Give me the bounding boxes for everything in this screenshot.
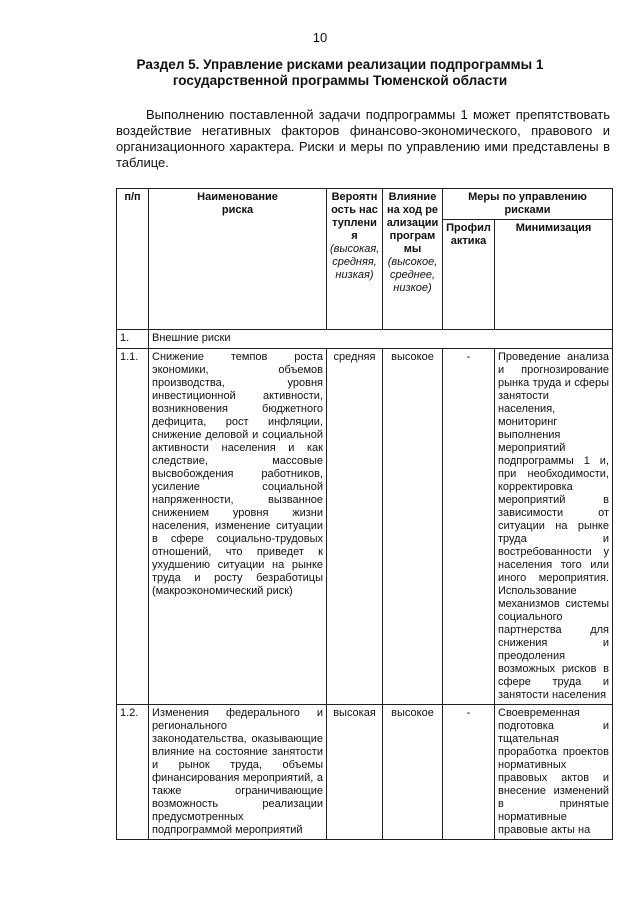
header-probability-scale: (высокая, средняя, низкая) bbox=[330, 243, 380, 281]
header-prophylaxis: Профилактика bbox=[443, 220, 495, 330]
header-influence bbox=[383, 189, 443, 330]
section-title bbox=[110, 57, 570, 89]
header-measures: Меры по управлению рисками bbox=[443, 189, 613, 220]
header-influence-scale: (высокое, среднее, низкое) bbox=[387, 256, 438, 294]
row-influence: высокое bbox=[383, 349, 443, 705]
group-num: 1. bbox=[117, 330, 149, 349]
table-group-row bbox=[117, 330, 613, 349]
header-num: п/п bbox=[117, 189, 149, 330]
row-prophylaxis: - bbox=[443, 349, 495, 705]
row-num: 1.1. bbox=[117, 349, 149, 705]
section-title-line-2: государственной программы Тюменской области bbox=[172, 73, 508, 88]
row-risk-name: Изменения федерального и регионального законодательства, оказывающие влияние на состояние занятости и рынок труда, объемы финансирования мероприятий, а также ограничивающие возможность реализации предусмотренных подпрограммой мероприятий bbox=[149, 705, 327, 840]
header-risk-name-line-2: риска bbox=[221, 204, 254, 216]
header-influence-label: Влияние на ход реализации программы bbox=[386, 191, 439, 255]
row-prophylaxis: - bbox=[443, 705, 495, 840]
header-risk-name-line-1: Наименование bbox=[197, 191, 278, 203]
section-title-line-1: Раздел 5. Управление рисками реализации подпрограммы 1 bbox=[136, 57, 544, 72]
header-probability bbox=[327, 189, 383, 330]
intro-text: Выполнению поставленной задачи подпрограммы 1 может препятствовать воздействие негативных факторов финансово-экономического, правового и организационного характера. Риски и меры по управлению ими представлены в таблице. bbox=[116, 107, 610, 170]
row-probability: средняя bbox=[327, 349, 383, 705]
risk-table bbox=[116, 188, 613, 840]
header-risk-name bbox=[149, 189, 327, 330]
page-number: 10 bbox=[312, 30, 328, 45]
group-name: Внешние риски bbox=[149, 330, 613, 349]
row-influence: высокое bbox=[383, 705, 443, 840]
header-probability-label: Вероятность наступления bbox=[331, 191, 378, 242]
row-risk-name: Снижение темпов роста экономики, объемов производства, уровня инвестиционной активности, возникновения бюджетного дефицита, рост инфляции, снижение деловой и социальной активности населения и как следствие, массовые высвобождения работников, усиление социальной напряженности, вызванное снижением уровня жизни населения, изменение ситуации в сфере социально-трудовых отношений, что приведет к ухудшению ситуации на рынке труда и росту безработицы (макроэкономический риск) bbox=[149, 349, 327, 705]
header-minimization: Минимизация bbox=[495, 220, 613, 330]
row-probability: высокая bbox=[327, 705, 383, 840]
row-minimization: Своевременная подготовка и тщательная проработка проектов нормативных правовых актов и внесение изменений в принятые нормативные правовые акты на bbox=[495, 705, 613, 840]
row-num: 1.2. bbox=[117, 705, 149, 840]
table-row bbox=[117, 349, 613, 705]
table-row bbox=[117, 705, 613, 840]
row-minimization: Проведение анализа и прогнозирование рынка труда и сферы занятости населения, мониторинг выполнения мероприятий подпрограммы 1 и, при необходимости, корректировка мероприятий в зависимости от ситуации на рынке труда и востребованности у населения того или иного мероприятия. Использование механизмов системы социального партнерства для снижения и преодоления возможных рисков в сфере труда и занятости населения bbox=[495, 349, 613, 705]
intro-paragraph bbox=[116, 107, 610, 171]
table-header-row bbox=[117, 189, 613, 220]
